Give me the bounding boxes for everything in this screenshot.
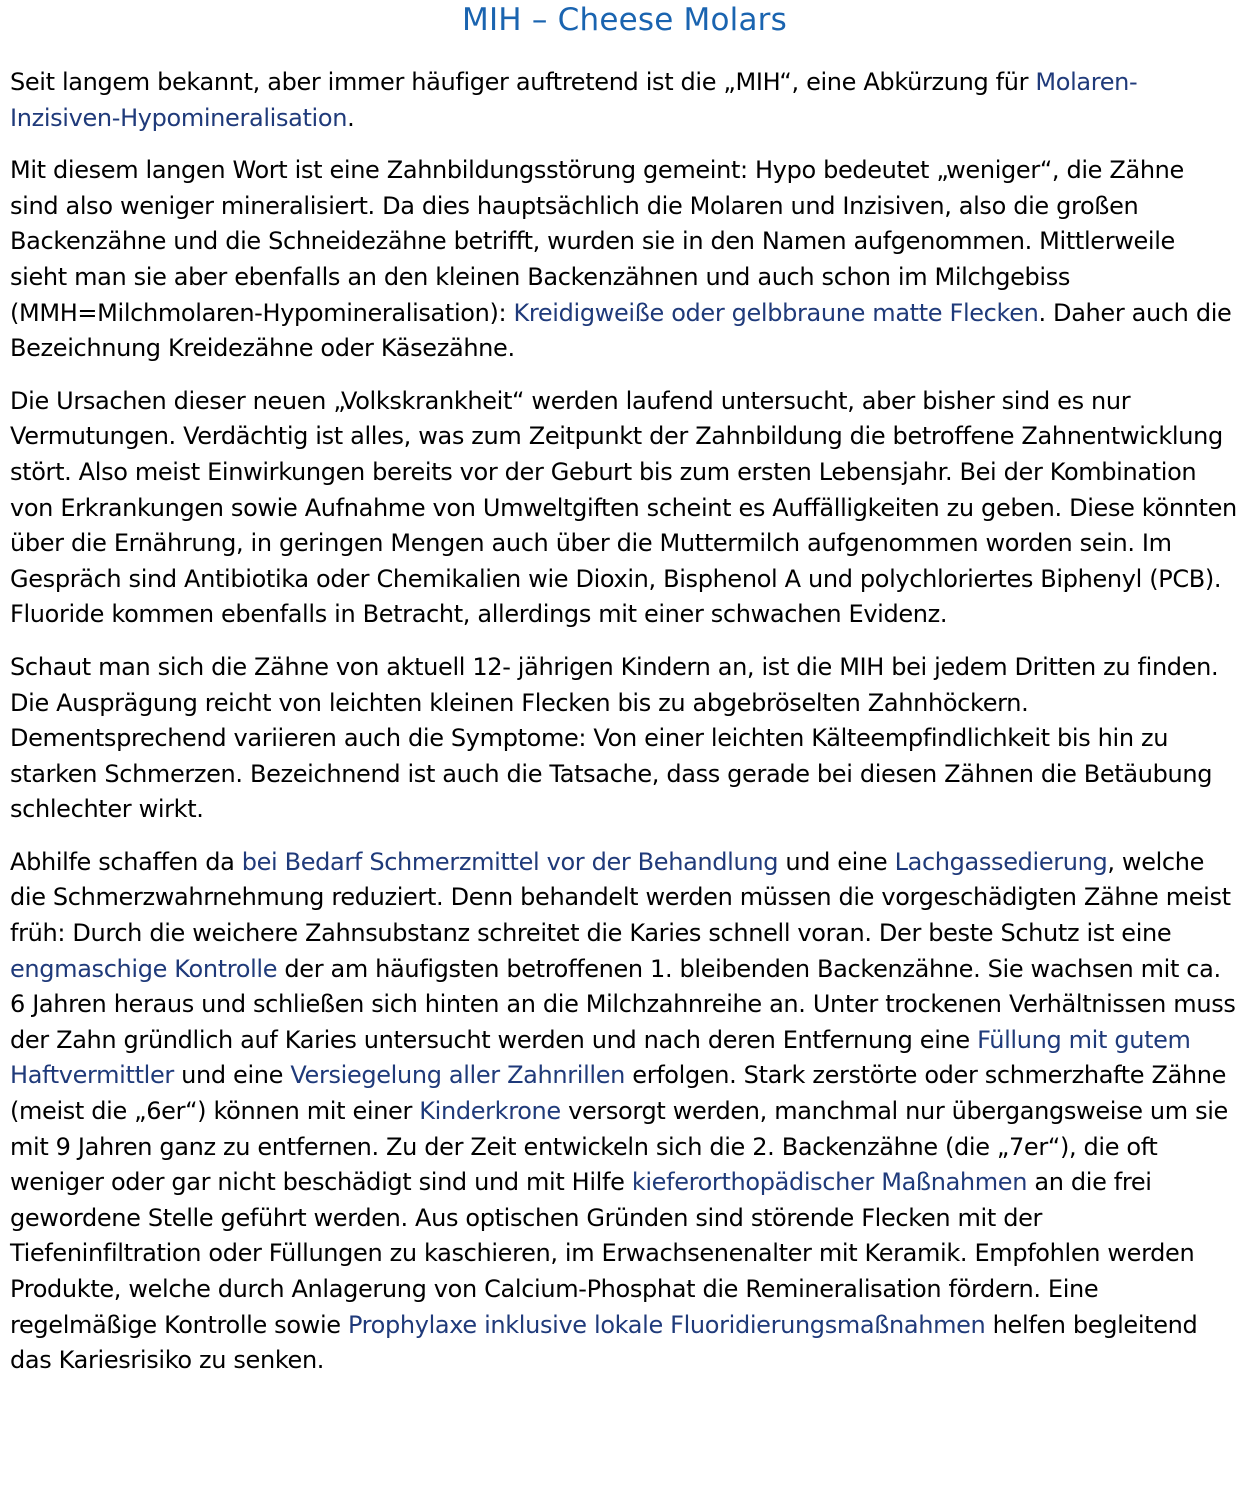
body-text: . Daher auch die Bezeichnung Kreidezähne oder Käsezähne. [10,298,1232,363]
inline-link[interactable]: Versiegelung aller Zahnrillen [290,1061,625,1090]
inline-link[interactable]: Lachgassedierung [894,847,1108,876]
inline-link[interactable]: Prophylaxe inklusive lokale Fluoridierungsmaßnahmen [347,1310,986,1339]
body-text: Schaut man sich die Zähne von aktuell 12- jährigen Kindern an, ist die MIH bei jedem Dritten zu finden. Die Ausprägung reicht von leichten kleinen Flecken bis zu abgebröselten Zahnhöckern. Dementsprechend variieren auch die Symptome: Von einer leichten Kälteempfindlichkeit bis hin zu starken Schmerzen. Bezeichnend ist auch die Tatsache, dass gerade bei diesen Zähnen die Betäubung schlechter wirkt. [10,652,1219,824]
inline-link[interactable]: Molaren-Inzisiven-Hypomineralisation [10,68,1138,132]
body-text: Mit diesem langen Wort ist eine Zahnbildungsstörung gemeint: Hypo bedeutet „weniger“, die Zähne sind also weniger mineralisiert. Da dies hauptsächlich die Molaren und Inzisiven, also die großen Backenzähne und die Schneidezähne betrifft, wurden sie in den Namen aufgenommen. Mittlerweile sieht man sie aber ebenfalls an den kleinen Backenzähnen und auch schon im Milchgebiss (MMH=Milchmolaren-Hypomineralisation): [10,156,1184,327]
body-text: Seit langem bekannt, aber immer häufiger auftretend ist die „MIH“, eine Abkürzung für [10,68,1036,96]
paragraph-prevalence [10,650,1239,828]
inline-link[interactable]: kieferorthopädischer Maßnahmen [631,1168,1028,1197]
inline-link[interactable]: Füllung mit gutem Haftvermittler [10,1025,1191,1090]
paragraph-definition [10,153,1239,367]
inline-link[interactable]: Kinderkrone [419,1097,561,1126]
body-text: versorgt werden, manchmal nur übergangsweise um sie mit 9 Jahren ganz zu entfernen. Zu der Zeit entwickeln sich die 2. Backenzähne (die „7er“), die oft weniger oder gar nicht beschädigt sind und mit Hilfe [10,1097,1228,1197]
body-text: helfen begleitend das Kariesrisiko zu senken. [10,1310,1198,1375]
inline-link[interactable]: bei Bedarf Schmerzmittel vor der Behandlung [241,847,779,876]
body-text: und eine [778,847,895,876]
body-text: und eine [173,1061,291,1090]
inline-link[interactable]: engmaschige Kontrolle [10,954,278,983]
body-text: an die frei gewordene Stelle geführt werden. Aus optischen Gründen sind störende Flecken mit der Tiefeninfiltration oder Füllungen zu kaschieren, im Erwachsenenalter mit Keramik. Empfohlen werden Produkte, welche durch Anlagerung von Calcium-Phosphat die Remineralisation fördern. Eine regelmäßige Kontrolle sowie [10,1168,1195,1339]
body-text: der am häufigsten betroffenen 1. bleibenden Backenzähne. Sie wachsen mit ca. 6 Jahren heraus und schließen sich hinten an die Milchzahnreihe an. Unter trockenen Verhältnissen muss der Zahn gründlich auf Karies untersucht werden und nach deren Entfernung eine [10,954,1236,1054]
body-text: , welche die Schmerzwahrnehmung reduziert. Denn behandelt werden müssen die vorgeschädigten Zähne meist früh: Durch die weichere Zahnsubstanz schreitet die Karies schnell voran. Der beste Schutz ist eine [10,847,1231,948]
paragraph-treatment [10,845,1239,1379]
body-text: Die Ursachen dieser neuen „Volkskrankheit“ werden laufend untersucht, aber bisher sind es nur Vermutungen. Verdächtig ist alles, was zum Zeitpunkt der Zahnbildung die betroffene Zahnentwicklung stört. Also meist Einwirkungen bereits vor der Geburt bis zum ersten Lebensjahr. Bei der Kombination von Erkrankungen sowie Aufnahme von Umweltgiften scheint es Auffälligkeiten zu geben. Diese könnten über die Ernährung, in geringen Mengen auch über die Muttermilch aufgenommen worden sein. Im Gespräch sind Antibiotika oder Chemikalien wie Dioxin, Bisphenol A und polychloriertes Biphenyl (PCB). Fluoride kommen ebenfalls in Betracht, allerdings mit einer schwachen Evidenz. [10,386,1237,629]
paragraph-intro [10,65,1239,136]
body-text: Abhilfe schaffen da [10,847,242,876]
body-text: erfolgen. Stark zerstörte oder schmerzhafte Zähne (meist die „6er“) können mit einer [10,1061,1227,1126]
paragraph-causes [10,384,1239,633]
body-text: . [347,103,355,132]
inline-link[interactable]: Kreidigweiße oder gelbbraune matte Flecken [513,298,1039,327]
page-title: MIH – Cheese Molars [462,2,787,38]
